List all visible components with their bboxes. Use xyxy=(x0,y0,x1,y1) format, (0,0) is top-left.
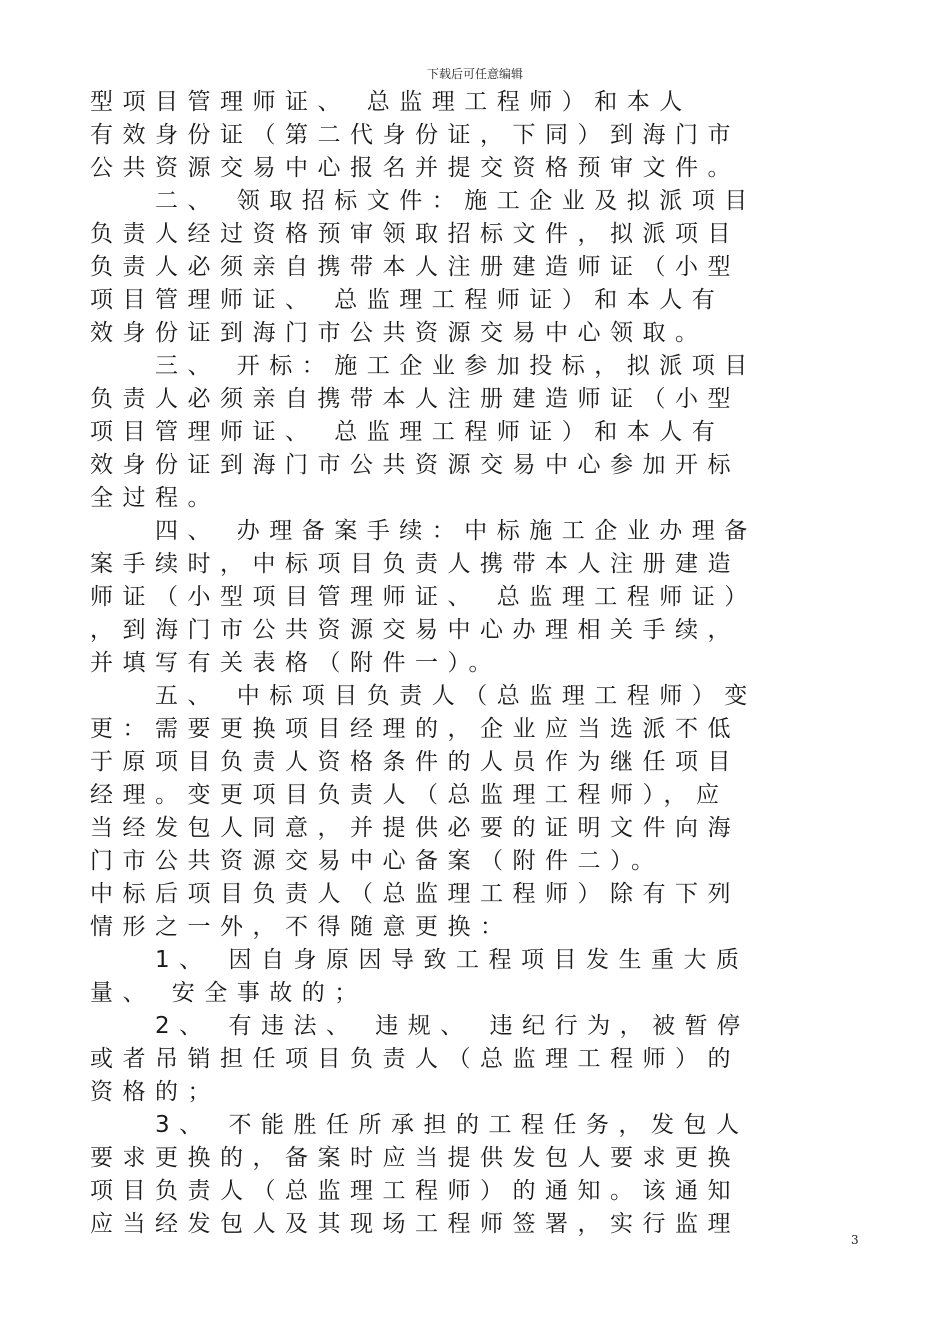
text-line: 案手续时，中标项目负责人携带本人注册建造 xyxy=(90,551,740,577)
text-line: 门市公共资源交易中心备案（附件二）。 xyxy=(90,848,664,874)
text-line: 情形之一外，不得随意更换： xyxy=(90,914,513,940)
text-line: 四、 办理备案手续：中标施工企业办理备 xyxy=(90,518,757,544)
text-line: 经理。变更项目负责人（总监理工程师），应 xyxy=(90,782,729,808)
text-line: 效身份证到海门市公共资源交易中心参加开标 xyxy=(90,452,740,478)
page-number: 3 xyxy=(851,1233,859,1247)
text-line: 1、 因自身原因导致工程项目发生重大质 xyxy=(90,947,749,973)
text-line: 全过程。 xyxy=(90,485,220,511)
text-line: ，到海门市公共资源交易中心办理相关手续， xyxy=(90,617,740,643)
text-line: 更：需要更换项目经理的，企业应当选派不低 xyxy=(90,716,740,742)
page-header-note: 下载后可任意编辑 xyxy=(426,67,523,81)
text-line: 量、 安全事故的； xyxy=(90,980,367,1006)
text-line: 或者吊销担任项目负责人（总监理工程师）的 xyxy=(90,1046,740,1072)
text-line: 负责人经过资格预审领取招标文件，拟派项目 xyxy=(90,221,740,247)
text-line: 三、 开标：施工企业参加投标，拟派项目 xyxy=(90,353,757,379)
text-line: 项目管理师证、 总监理工程师证）和本人有 xyxy=(90,287,725,313)
text-line: 效身份证到海门市公共资源交易中心领取。 xyxy=(90,320,708,346)
text-line: 资格的； xyxy=(90,1079,220,1105)
text-line: 要求更换的，备案时应当提供发包人要求更换 xyxy=(90,1145,740,1171)
text-line: 项目管理师证、 总监理工程师证）和本人有 xyxy=(90,419,725,445)
text-line: 应当经发包人及其现场工程师签署，实行监理 xyxy=(90,1211,740,1237)
text-line: 负责人必须亲自携带本人注册建造师证（小型 xyxy=(90,386,740,412)
text-line: 2、 有违法、 违规、 违纪行为，被暂停 xyxy=(90,1013,750,1039)
text-line: 3、 不能胜任所承担的工程任务，发包人 xyxy=(90,1112,749,1138)
text-line: 型项目管理师证、 总监理工程师）和本人 xyxy=(90,89,692,115)
text-line: 二、 领取招标文件：施工企业及拟派项目 xyxy=(90,188,757,214)
text-line: 当经发包人同意，并提供必要的证明文件向海 xyxy=(90,815,740,841)
text-line: 于原项目负责人资格条件的人员作为继任项目 xyxy=(90,749,740,775)
text-line: 公共资源交易中心报名并提交资格预审文件。 xyxy=(90,155,740,181)
text-line: 五、 中标项目负责人（总监理工程师）变 xyxy=(90,683,757,709)
text-line: 师证（小型项目管理师证、 总监理工程师证） xyxy=(90,584,757,610)
text-line: 负责人必须亲自携带本人注册建造师证（小型 xyxy=(90,254,740,280)
text-line: 有效身份证（第二代身份证，下同）到海门市 xyxy=(90,122,740,148)
text-line: 并填写有关表格（附件一）。 xyxy=(90,650,501,676)
text-line: 项目负责人（总监理工程师）的通知。该通知 xyxy=(90,1178,740,1204)
text-line: 中标后项目负责人（总监理工程师）除有下列 xyxy=(90,881,740,907)
document-body xyxy=(90,86,850,1241)
